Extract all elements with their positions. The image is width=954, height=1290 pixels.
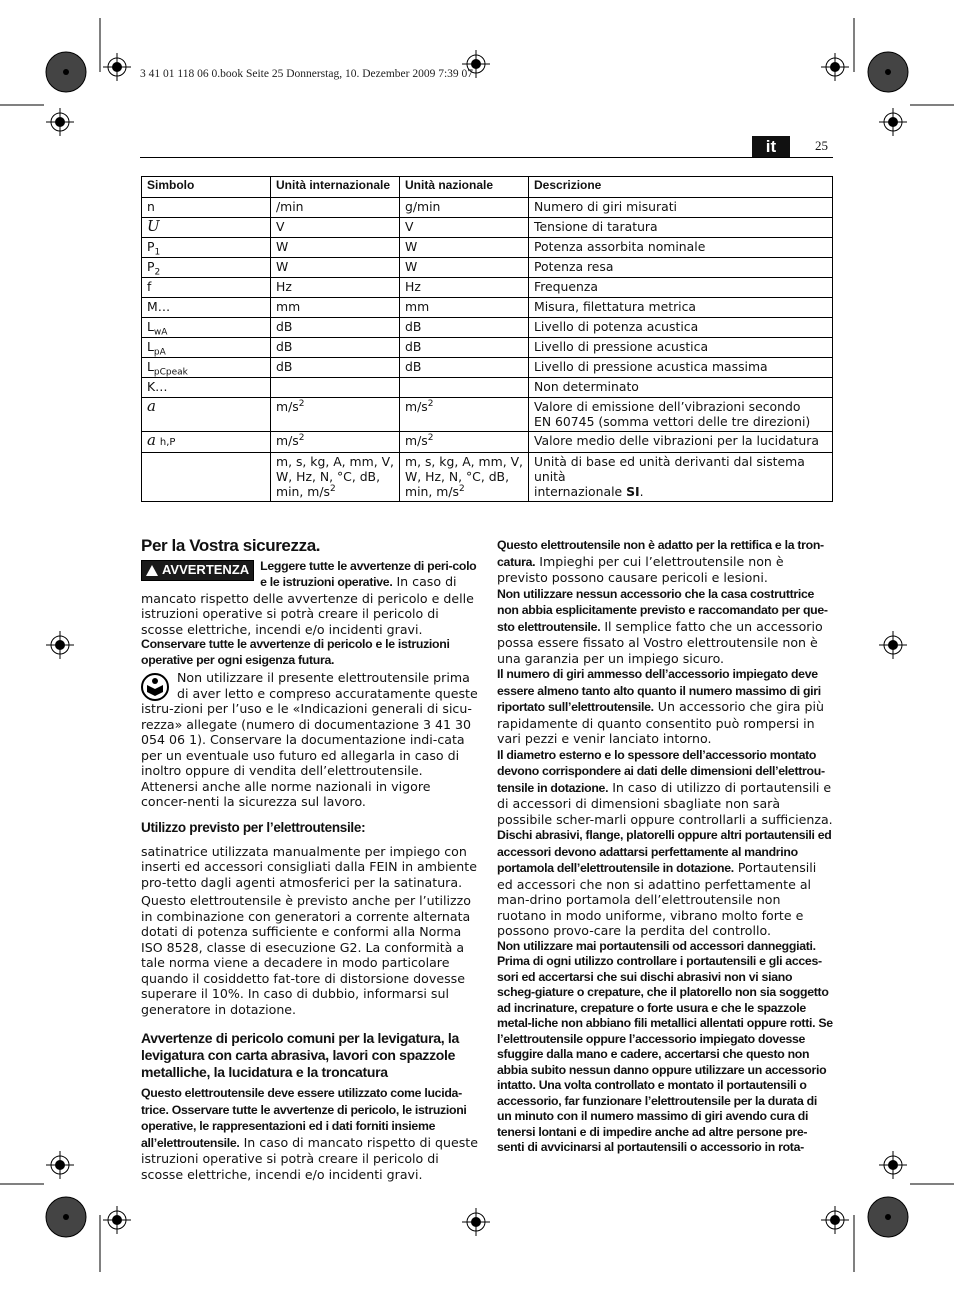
table-row (142, 398, 833, 432)
table-row (142, 338, 833, 358)
paragraph: Non utilizzare mai portautensili od accessori danneggiati. Prima di ogni utilizzo controllare i portautensili e gli acces-sori ed accertarsi che sui dischi abrasivi non vi siano scheg-giature o crepature, che il platorello non sia soggetto ad incrinature, crepature o forte usura e che le spazzole metal-liche non abbiano fili metallici allentati oppure rotti. Se l’elettroutensile oppure l’accessorio impiegato dovesse sfuggire dalla mano e cadere, accertarsi che questo non abbia subito nessun danno oppure utilizzare un accessorio intatto. Una volta controllato e montato il portautensili o accessorio, far funzionare l’elettroutensile per la durata di un minuto con il numero massimo di giri avendo cura di tenersi lontani e di impedire anche ad altre persone pre-senti di avvicinarsi al portautensili o accessorio in rota- (497, 938, 833, 1154)
warning-block (141, 558, 478, 638)
intl-unit-cell: V (271, 218, 400, 238)
header-rule (140, 157, 833, 158)
table-row (142, 278, 833, 298)
symbol-cell: f (142, 278, 271, 298)
description-cell: Unità di base ed unità derivanti dal sistema unità internazionale SI. (529, 453, 833, 502)
symbol-cell: $P_2$ (142, 258, 271, 278)
nat-unit-cell: W (400, 238, 529, 258)
table-row (142, 318, 833, 338)
header-cell: Simbolo (142, 177, 271, 198)
description-cell: Livello di potenza acustica (529, 318, 833, 338)
symbols-table (141, 176, 833, 502)
paragraph: Il numero di giri ammesso dell’accessorio impiegato deve essere almeno tanto alto quanto il numero massimo di giri riportato sull’elettroutensile. Un accessorio che gira più rapidamente di quanto consentito può rompersi in vari pezzi e venir lanciato intorno. (497, 667, 824, 746)
warning-text: Leggere tutte le avvertenze di peri-colo e le istruzioni operative. In caso di mancato rispetto delle avvertenze di pericolo e delle istruzioni operative si potrà creare il pericolo di scosse elettriche, incendi e/o incidenti gravi. (141, 558, 477, 637)
description-cell: Livello di pressione acustica (529, 338, 833, 358)
intl-unit-cell: $m/s^2$ (271, 398, 400, 432)
description-cell: Valore medio delle vibrazioni per la lucidatura (529, 432, 833, 453)
description-cell: Frequenza (529, 278, 833, 298)
nat-unit-cell: V (400, 218, 529, 238)
paragraph: Dischi abrasivi, flange, platorelli oppure altri portautensili ed accessori devono adattarsi perfettamente al mandrino portamola dell’elettroutensile in dotazione. Portautensili ed accessori che non si adattino perfettamente al man-drino portamola dell’elettroutensile non ruotano in modo uniforme, vibrano molto forte e possono provo-care la perdita del controllo. (497, 828, 832, 938)
symbol-cell: n (142, 198, 271, 218)
generator-text: Questo elettroutensile è previsto anche per l’utilizzo in combinazione con generatori a corrente alternata dotati di potenza sufficiente e conformi alla Norma ISO 8528, classe di esecuzione G2. La conformità a tale norma viene a decadere in modo particolare quando il cosiddetto fat-tore di distorsione dovesse superare il 10%. In caso di dubbio, informarsi sul generatore in dotazione. (141, 893, 471, 1017)
manual-text: Non utilizzare il presente elettroutensile prima di aver letto e compreso accuratamente queste istru-zioni per l’uso e le «Indicazioni generali di sicu-rezza» allegate (numero di documentazione 3 41 30 054 06 1). Conservare la documentazione indi-cata per un eventuale uso futuro ed allegarla in caso di inoltro oppure di vendita dell’elettroutensile. (141, 670, 478, 778)
warning-triangle-icon (146, 565, 158, 576)
symbol-cell: $L_{pA}$ (142, 338, 271, 358)
nat-unit-cell: W (400, 258, 529, 278)
intended-use-text: satinatrice utilizzata manualmente per impiego con inserti ed accessori consigliati dalla FEIN in ambiente pro-tetto dagli agenti atmosferici per la satinatura. (141, 843, 477, 890)
intl-unit-cell (271, 378, 400, 398)
nat-unit-cell: dB (400, 318, 529, 338)
symbol-cell: M… (142, 298, 271, 318)
nat-unit-cell: dB (400, 338, 529, 358)
table-row (142, 358, 833, 378)
description-cell: Valore di emissione dell’vibrazioni secondo EN 60745 (somma vettori delle tre direzioni) (529, 398, 833, 432)
header-cell: Unità nazionale (400, 177, 529, 198)
manual-block (141, 670, 478, 779)
table-row (142, 432, 833, 453)
nat-unit-cell: m, s, kg, A, mm, V, W, Hz, N, °C, dB, min, $m/s^2$ (400, 453, 529, 502)
symbol-cell: a (142, 398, 271, 432)
paragraph: Il diametro esterno e lo spessore dell’accessorio montato devono corrispondere ai dati delle dimensioni dell’elettrou-tensile in dotazione. In caso di utilizzo di portautensili e di accessori di dimensioni sbagliate non sarà possibile scher-marli oppure controllarli a sufficienza. (497, 747, 833, 827)
header-cell: Unità internazionale (271, 177, 400, 198)
language-badge: it (752, 136, 790, 157)
nat-unit-cell: g/min (400, 198, 529, 218)
national-rules-text: Attenersi anche alle norme nazionali in vigore concer-nenti la sicurezza sul lavoro. (141, 778, 431, 809)
table-row (142, 378, 833, 398)
hazard-text: Questo elettroutensile deve essere utilizzato come lucida-trice. Osservare tutte le avvertenze di pericolo, le istruzioni operative, le rappresentazioni ed i dati forniti insieme all’elettroutensile. In caso di mancato rispetto di queste istruzioni operative si potrà creare il pericolo di scosse elettriche, incendi e/o incidenti gravi. (141, 1086, 478, 1182)
keep-instructions-text: Conservare tutte le avvertenze di pericolo e le istruzioni operative per ogni esigenza futura. (141, 637, 450, 667)
intl-unit-cell: mm (271, 298, 400, 318)
file-info-line: 3 41 01 118 06 0.book Seite 25 Donnerstag, 10. Dezember 2009 7:39 07 (140, 68, 474, 80)
table-row (142, 453, 833, 502)
read-manual-icon (141, 673, 169, 701)
intl-unit-cell: dB (271, 318, 400, 338)
description-cell: Potenza resa (529, 258, 833, 278)
description-cell: Livello di pressione acustica massima (529, 358, 833, 378)
intl-unit-cell: $m/s^2$ (271, 432, 400, 453)
symbol-cell (142, 453, 271, 502)
nat-unit-cell (400, 378, 529, 398)
symbol-cell: $L_{pCpeak}$ (142, 358, 271, 378)
nat-unit-cell: $m/s^2$ (400, 398, 529, 432)
nat-unit-cell: Hz (400, 278, 529, 298)
table-row (142, 218, 833, 238)
symbol-cell: $L_{wA}$ (142, 318, 271, 338)
symbol-cell: a h,P (142, 432, 271, 453)
paragraph: Non utilizzare nessun accessorio che la casa costruttrice non abbia esplicitamente previsto e raccomandato per que-sto elettroutensile. Il semplice fatto che un accessorio possa essere fissato al Vostro elettroutensile non è una garanzia per un impiego sicuro. (497, 586, 828, 666)
table-row (142, 198, 833, 218)
table-row (142, 258, 833, 278)
description-cell: Non determinato (529, 378, 833, 398)
hazard-title: Avvertenze di pericolo comuni per la levigatura, la levigatura con carta abrasiva, lavori con spazzole metalliche, la lucidatura e la troncatura (141, 1030, 459, 1080)
header-cell: Descrizione (529, 177, 833, 198)
left-column (141, 538, 478, 1182)
description-cell: Tensione di taratura (529, 218, 833, 238)
intl-unit-cell: W (271, 258, 400, 278)
intl-unit-cell: dB (271, 338, 400, 358)
intl-unit-cell: W (271, 238, 400, 258)
paragraph: Questo elettroutensile non è adatto per la rettifica e la tron-catura. Impieghi per cui l’elettroutensile non è previsto possono causare pericoli e lesioni. (497, 538, 824, 585)
nat-unit-cell: dB (400, 358, 529, 378)
description-cell: Numero di giri misurati (529, 198, 833, 218)
intended-use-title: Utilizzo previsto per l’elettroutensile: (141, 819, 366, 835)
warning-badge: AVVERTENZA (141, 560, 254, 581)
intl-unit-cell: m, s, kg, A, mm, V, W, Hz, N, °C, dB, min, $m/s^2$ (271, 453, 400, 502)
right-column (497, 537, 833, 1156)
table-row (142, 298, 833, 318)
symbol-cell: K… (142, 378, 271, 398)
nat-unit-cell: mm (400, 298, 529, 318)
description-cell: Potenza assorbita nominale (529, 238, 833, 258)
section-title: Per la Vostra sicurezza. (141, 536, 321, 555)
intl-unit-cell: Hz (271, 278, 400, 298)
symbol-cell: $P_1$ (142, 238, 271, 258)
nat-unit-cell: $m/s^2$ (400, 432, 529, 453)
page-number: 25 (815, 138, 828, 153)
table-row (142, 238, 833, 258)
description-cell: Misura, filettatura metrica (529, 298, 833, 318)
intl-unit-cell: dB (271, 358, 400, 378)
intl-unit-cell: /min (271, 198, 400, 218)
table-header-row (142, 177, 833, 198)
symbol-cell: U (142, 218, 271, 238)
